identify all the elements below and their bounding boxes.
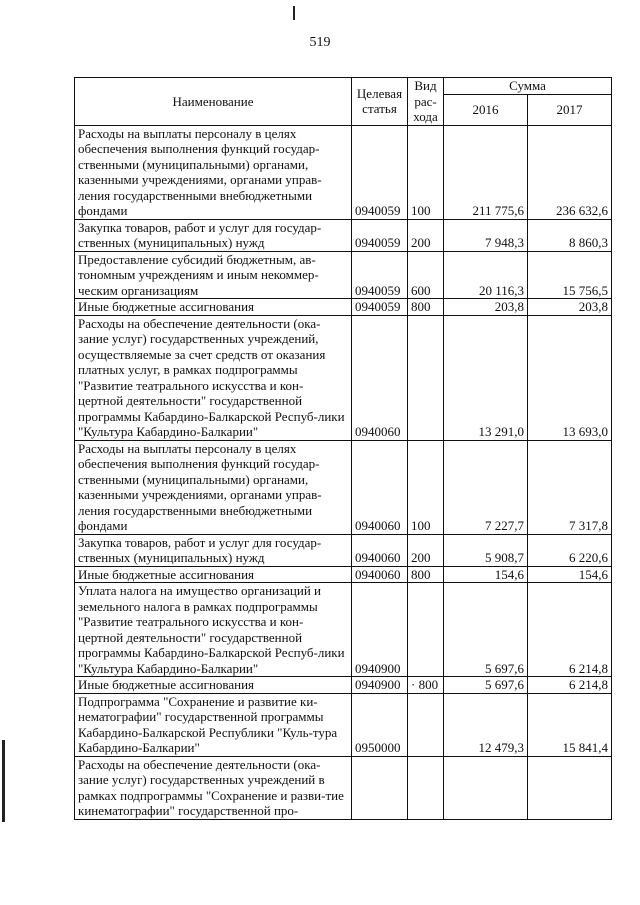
row-value-2017: 13 693,0 — [528, 315, 612, 440]
row-name: Предоставление субсидий бюджетным, ав-тономным учреждениям и иным некоммер-ческим организациям — [75, 251, 352, 299]
row-kind: 800 — [408, 299, 444, 316]
row-value-2017: 236 632,6 — [528, 125, 612, 219]
row-value-2017: 7 317,8 — [528, 440, 612, 534]
row-kind: 600 — [408, 251, 444, 299]
table-row — [75, 219, 612, 251]
row-kind — [408, 315, 444, 440]
row-name: Расходы на обеспечение деятельности (ока-зание услуг) государственных учреждений в рамках подпрограммы "Сохранение и разви-тие кинематографии" государственной про- — [75, 756, 352, 819]
row-name: Подпрограмма "Сохранение и развитие ки-нематографии" государственной программы Кабардино-Балкарской Республики "Куль-тура Кабардино-Балкарии" — [75, 693, 352, 756]
row-kind — [408, 693, 444, 756]
row-name: Расходы на выплаты персоналу в целях обеспечения выполнения функций государ-ственными (муниципальными) органами, казенными учреждениями, органами управ-ления государственными внебюджетными фондами — [75, 125, 352, 219]
row-value-2016: 20 116,3 — [444, 251, 528, 299]
row-code: 0940060 — [352, 534, 408, 566]
row-value-2016: 211 775,6 — [444, 125, 528, 219]
row-value-2017: 15 841,4 — [528, 693, 612, 756]
row-code: 0940060 — [352, 440, 408, 534]
row-value-2016: 154,6 — [444, 566, 528, 583]
row-value-2017: 15 756,5 — [528, 251, 612, 299]
header-kind: Вид рас-хода — [408, 78, 444, 126]
budget-table — [74, 77, 612, 820]
row-name: Расходы на выплаты персоналу в целях обеспечения выполнения функций государ-ственными (муниципальными) органами, казенными учреждениями, органами управ-ления государственными внебюджетными фондами — [75, 440, 352, 534]
row-code — [352, 756, 408, 819]
row-code: 0940059 — [352, 251, 408, 299]
table-row — [75, 125, 612, 219]
row-code: 0940059 — [352, 125, 408, 219]
table-row — [75, 677, 612, 694]
row-name: Расходы на обеспечение деятельности (ока-зание услуг) государственных учреждений, осуществляемые за счет средств от оказания платных услуг, в рамках подпрограммы "Развитие театрального искусства и кон-цертной деятельности" государственной программы Кабардино-Балкарской Респуб-лики "Культура Кабардино-Балкарии" — [75, 315, 352, 440]
row-value-2016: 5 908,7 — [444, 534, 528, 566]
row-kind — [408, 583, 444, 677]
row-value-2016: 203,8 — [444, 299, 528, 316]
row-kind: 200 — [408, 534, 444, 566]
row-code: 0940900 — [352, 677, 408, 694]
header-year-2016: 2016 — [444, 94, 528, 125]
row-value-2017 — [528, 756, 612, 819]
row-code: 0940900 — [352, 583, 408, 677]
table-row — [75, 251, 612, 299]
table-row — [75, 299, 612, 316]
row-value-2016: 7 948,3 — [444, 219, 528, 251]
margin-mark-left — [2, 740, 5, 822]
row-value-2017: 6 214,8 — [528, 583, 612, 677]
row-kind: 100 — [408, 440, 444, 534]
row-value-2016: 13 291,0 — [444, 315, 528, 440]
table-row — [75, 534, 612, 566]
margin-mark-top — [293, 6, 295, 20]
row-code: 0940060 — [352, 566, 408, 583]
row-value-2016 — [444, 756, 528, 819]
row-value-2017: 6 220,6 — [528, 534, 612, 566]
table-row — [75, 440, 612, 534]
header-name: Наименование — [75, 78, 352, 126]
header-row — [75, 78, 612, 95]
table-row — [75, 566, 612, 583]
row-name: Закупка товаров, работ и услуг для государ-ственных (муниципальных) нужд — [75, 219, 352, 251]
row-kind — [408, 756, 444, 819]
row-kind: 100 — [408, 125, 444, 219]
row-value-2016: 7 227,7 — [444, 440, 528, 534]
table-row — [75, 583, 612, 677]
row-name: Закупка товаров, работ и услуг для государ-ственных (муниципальных) нужд — [75, 534, 352, 566]
row-kind: · 800 — [408, 677, 444, 694]
row-code: 0950000 — [352, 693, 408, 756]
table-row — [75, 315, 612, 440]
row-code: 0940059 — [352, 219, 408, 251]
row-kind: 800 — [408, 566, 444, 583]
row-code: 0940060 — [352, 315, 408, 440]
row-name: Иные бюджетные ассигнования — [75, 299, 352, 316]
page-number: 519 — [309, 35, 331, 50]
table-row — [75, 756, 612, 819]
row-name: Иные бюджетные ассигнования — [75, 566, 352, 583]
row-value-2016: 5 697,6 — [444, 583, 528, 677]
row-value-2016: 12 479,3 — [444, 693, 528, 756]
row-kind: 200 — [408, 219, 444, 251]
row-value-2017: 154,6 — [528, 566, 612, 583]
row-value-2017: 6 214,8 — [528, 677, 612, 694]
row-value-2016: 5 697,6 — [444, 677, 528, 694]
row-value-2017: 8 860,3 — [528, 219, 612, 251]
header-code: Целевая статья — [352, 78, 408, 126]
row-name: Уплата налога на имущество организаций и земельного налога в рамках подпрограммы "Развитие театрального искусства и кон-цертной деятельности" государственной программы Кабардино-Балкарской Респуб-лики "Культура Кабардино-Балкарии" — [75, 583, 352, 677]
table-row — [75, 693, 612, 756]
header-sum: Сумма — [444, 78, 612, 95]
row-code: 0940059 — [352, 299, 408, 316]
row-value-2017: 203,8 — [528, 299, 612, 316]
header-year-2017: 2017 — [528, 94, 612, 125]
row-name: Иные бюджетные ассигнования — [75, 677, 352, 694]
